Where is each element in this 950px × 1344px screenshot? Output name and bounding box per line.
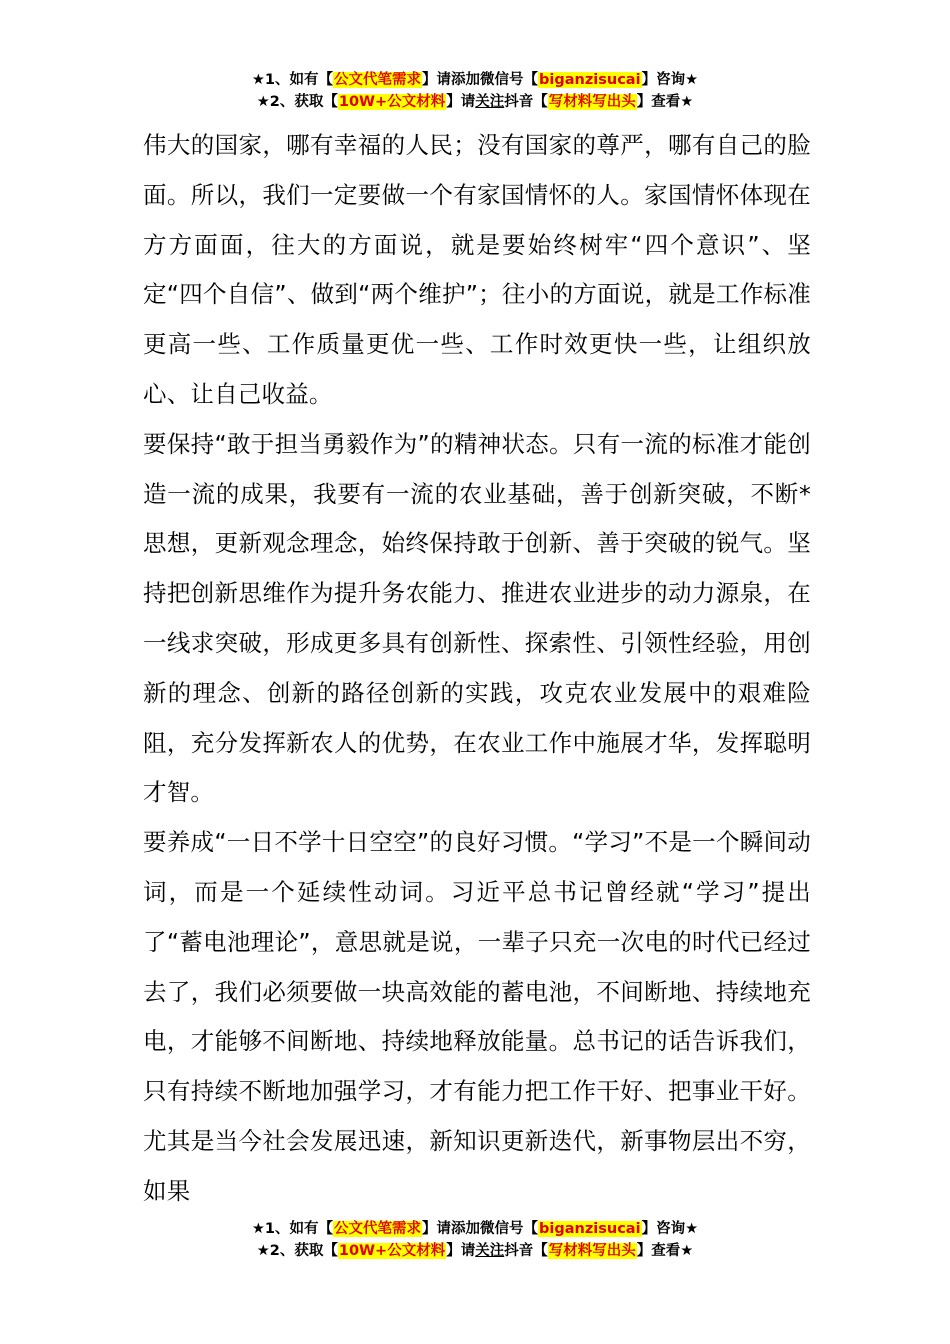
- paragraph: 伟大的国家，哪有幸福的人民；没有国家的尊严，哪有自己的脸面。所以，我们一定要做一个有家国情怀的人。家国情怀体现在方方面面，往大的方面说，就是要始终树牢“四个意识”、坚定“四个自信”、做到“两个维护”；往小的方面说，就是工作标准更高一些、工作质量更优一些、工作时效更快一些，让组织放心、让自己收益。: [143, 131, 811, 408]
- banner-text: 】请: [446, 94, 476, 110]
- document-body: [143, 121, 811, 1217]
- banner-line-2: [0, 1240, 950, 1262]
- footer-banner: [0, 1218, 950, 1262]
- paragraph: 要保持“敢于担当勇毅作为”的精神状态。只有一流的标准才能创造一流的成果，我要有一流的农业基础，善于创新突破，不断*思想，更新观念理念，始终保持敢于创新、善于突破的锐气。坚持把创新思维作为提升务农能力、推进农业进步的动力源泉，在一线求突破，形成更多具有创新性、探索性、引领性经验，用创新的理念、创新的路径创新的实践，攻克农业发展中的艰难险阻，充分发挥新农人的优势，在农业工作中施展才华，发挥聪明才智。: [143, 429, 811, 807]
- banner-highlight: 公文代笔需求: [334, 1221, 422, 1237]
- banner-text: 】查看★: [636, 94, 694, 110]
- banner-highlight: 写材料写出头: [548, 1243, 636, 1259]
- banner-text: 微信号【: [480, 1221, 539, 1237]
- banner-text: 微信号【: [480, 72, 539, 88]
- banner-highlight: 10W+公文材料: [338, 1243, 446, 1259]
- paragraph: 要养成“一日不学十日空空”的良好习惯。“学习”不是一个瞬间动词，而是一个延续性动词。习近平总书记曾经就“学习”提出了“蓄电池理论”，意思就是说，一辈子只充一次电的时代已经过去了，我们必须要做一块高效能的蓄电池，不间断地、持续地充电，才能够不间断地、持续地释放能量。总书记的话告诉我们，只有持续不断地加强学习，才有能力把工作干好、把事业干好。尤其是当今社会发展迅速，新知识更新迭代，新事物层出不穷，如果: [143, 828, 811, 1205]
- banner-highlight: 公文代笔需求: [334, 72, 422, 88]
- banner-text: 】请: [446, 1243, 476, 1259]
- banner-text: ★2、获取【: [256, 94, 338, 110]
- banner-text: 】查看★: [636, 1243, 694, 1259]
- banner-text: ★1、如有【: [251, 1221, 334, 1237]
- header-banner: [0, 69, 950, 113]
- banner-highlight: 写材料写出头: [548, 94, 636, 110]
- banner-line-1: [0, 69, 950, 91]
- banner-line-1: [0, 1218, 950, 1240]
- banner-emphasis: 关注: [475, 1243, 505, 1259]
- banner-emphasis: 关注: [475, 94, 505, 110]
- banner-highlight: biganzisucai: [539, 72, 641, 88]
- banner-text: 】请: [422, 1221, 452, 1237]
- banner-line-2: [0, 91, 950, 113]
- banner-text: ★2、获取【: [256, 1243, 338, 1259]
- banner-text: 】请: [422, 72, 452, 88]
- banner-highlight: biganzisucai: [539, 1221, 641, 1237]
- banner-emphasis: 添加: [451, 72, 481, 88]
- banner-emphasis: 添加: [451, 1221, 481, 1237]
- banner-text: 抖音【: [504, 1243, 548, 1259]
- banner-highlight: 10W+公文材料: [338, 94, 446, 110]
- banner-text: 】咨询★: [641, 1221, 699, 1237]
- banner-text: 抖音【: [504, 94, 548, 110]
- banner-text: ★1、如有【: [251, 72, 334, 88]
- banner-text: 】咨询★: [641, 72, 699, 88]
